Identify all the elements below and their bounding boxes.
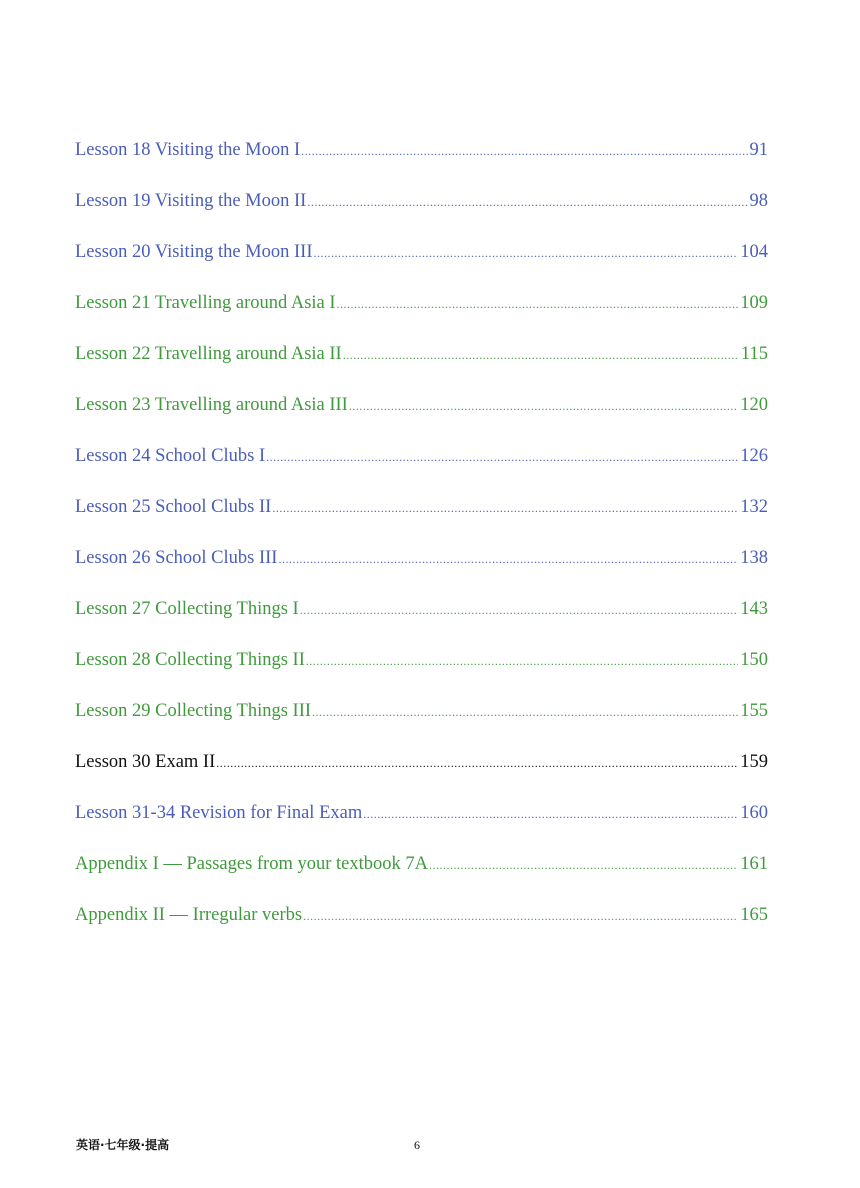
toc-entry-lesson-28[interactable]	[75, 642, 768, 693]
toc-dot-leader	[300, 592, 739, 628]
toc-entry-lesson-18[interactable]	[75, 132, 768, 183]
toc-entry-page: 132	[740, 497, 768, 517]
table-of-contents	[75, 132, 768, 948]
toc-entry-page: 161	[740, 854, 768, 874]
toc-entry-page: 91	[749, 140, 768, 160]
toc-dot-leader	[306, 643, 738, 679]
toc-dot-leader	[216, 745, 738, 781]
footer-book-label: 英语·七年级·提高	[76, 1138, 170, 1152]
toc-entry-lesson-26[interactable]	[75, 540, 768, 591]
footer-page-number: 6	[414, 1138, 420, 1152]
toc-entry-title: Lesson 31-34 Revision for Final Exam	[75, 803, 363, 823]
toc-entry-title: Lesson 27 Collecting Things I	[75, 599, 299, 619]
toc-entry-appendix-2[interactable]	[75, 897, 768, 948]
toc-entry-title: Lesson 23 Travelling around Asia III	[75, 395, 348, 415]
toc-dot-leader	[272, 490, 738, 526]
toc-entry-page: 98	[749, 191, 768, 211]
toc-entry-lesson-20[interactable]	[75, 234, 768, 285]
toc-entry-title: Lesson 29 Collecting Things III	[75, 701, 312, 721]
toc-dot-leader	[278, 541, 738, 577]
toc-entry-page: 150	[740, 650, 768, 670]
toc-entry-lesson-27[interactable]	[75, 591, 768, 642]
toc-entry-page: 138	[740, 548, 768, 568]
toc-entry-lesson-21[interactable]	[75, 285, 768, 336]
toc-entry-page: 165	[740, 905, 768, 925]
toc-entry-page: 159	[740, 752, 768, 772]
toc-dot-leader	[314, 235, 739, 271]
toc-dot-leader	[349, 388, 738, 424]
toc-dot-leader	[266, 439, 738, 475]
toc-entry-page: 160	[740, 803, 768, 823]
toc-entry-lesson-19[interactable]	[75, 183, 768, 234]
toc-entry-title: Lesson 20 Visiting the Moon III	[75, 242, 313, 262]
toc-entry-lesson-29[interactable]	[75, 693, 768, 744]
toc-entry-page: 143	[740, 599, 768, 619]
toc-entry-title: Appendix II — Irregular verbs	[75, 905, 303, 925]
toc-dot-leader	[343, 337, 739, 373]
toc-entry-page: 126	[740, 446, 768, 466]
toc-entry-title: Lesson 19 Visiting the Moon II	[75, 191, 307, 211]
toc-entry-lesson-25[interactable]	[75, 489, 768, 540]
toc-entry-title: Lesson 28 Collecting Things II	[75, 650, 305, 670]
toc-entry-title: Lesson 26 School Clubs III	[75, 548, 278, 568]
toc-dot-leader	[429, 847, 738, 883]
toc-entry-title: Lesson 22 Travelling around Asia II	[75, 344, 342, 364]
toc-entry-title: Appendix I — Passages from your textbook 7A	[75, 854, 428, 874]
toc-entry-page: 109	[740, 293, 768, 313]
toc-entry-title: Lesson 30 Exam II	[75, 752, 216, 772]
toc-entry-appendix-1[interactable]	[75, 846, 768, 897]
toc-entry-lesson-22[interactable]	[75, 336, 768, 387]
toc-dot-leader	[301, 133, 747, 169]
toc-entry-page: 115	[740, 344, 768, 364]
toc-entry-lesson-31-34[interactable]	[75, 795, 768, 846]
toc-entry-lesson-30[interactable]	[75, 744, 768, 795]
toc-entry-title: Lesson 21 Travelling around Asia I	[75, 293, 336, 313]
toc-entry-title: Lesson 24 School Clubs I	[75, 446, 266, 466]
toc-entry-page: 104	[740, 242, 768, 262]
toc-dot-leader	[303, 898, 738, 934]
toc-dot-leader	[337, 286, 739, 322]
toc-entry-title: Lesson 25 School Clubs II	[75, 497, 272, 517]
toc-dot-leader	[307, 184, 747, 220]
toc-entry-page: 120	[740, 395, 768, 415]
toc-dot-leader	[312, 694, 738, 730]
toc-entry-page: 155	[740, 701, 768, 721]
toc-entry-lesson-23[interactable]	[75, 387, 768, 438]
toc-entry-lesson-24[interactable]	[75, 438, 768, 489]
toc-dot-leader	[363, 796, 738, 832]
toc-entry-title: Lesson 18 Visiting the Moon I	[75, 140, 301, 160]
